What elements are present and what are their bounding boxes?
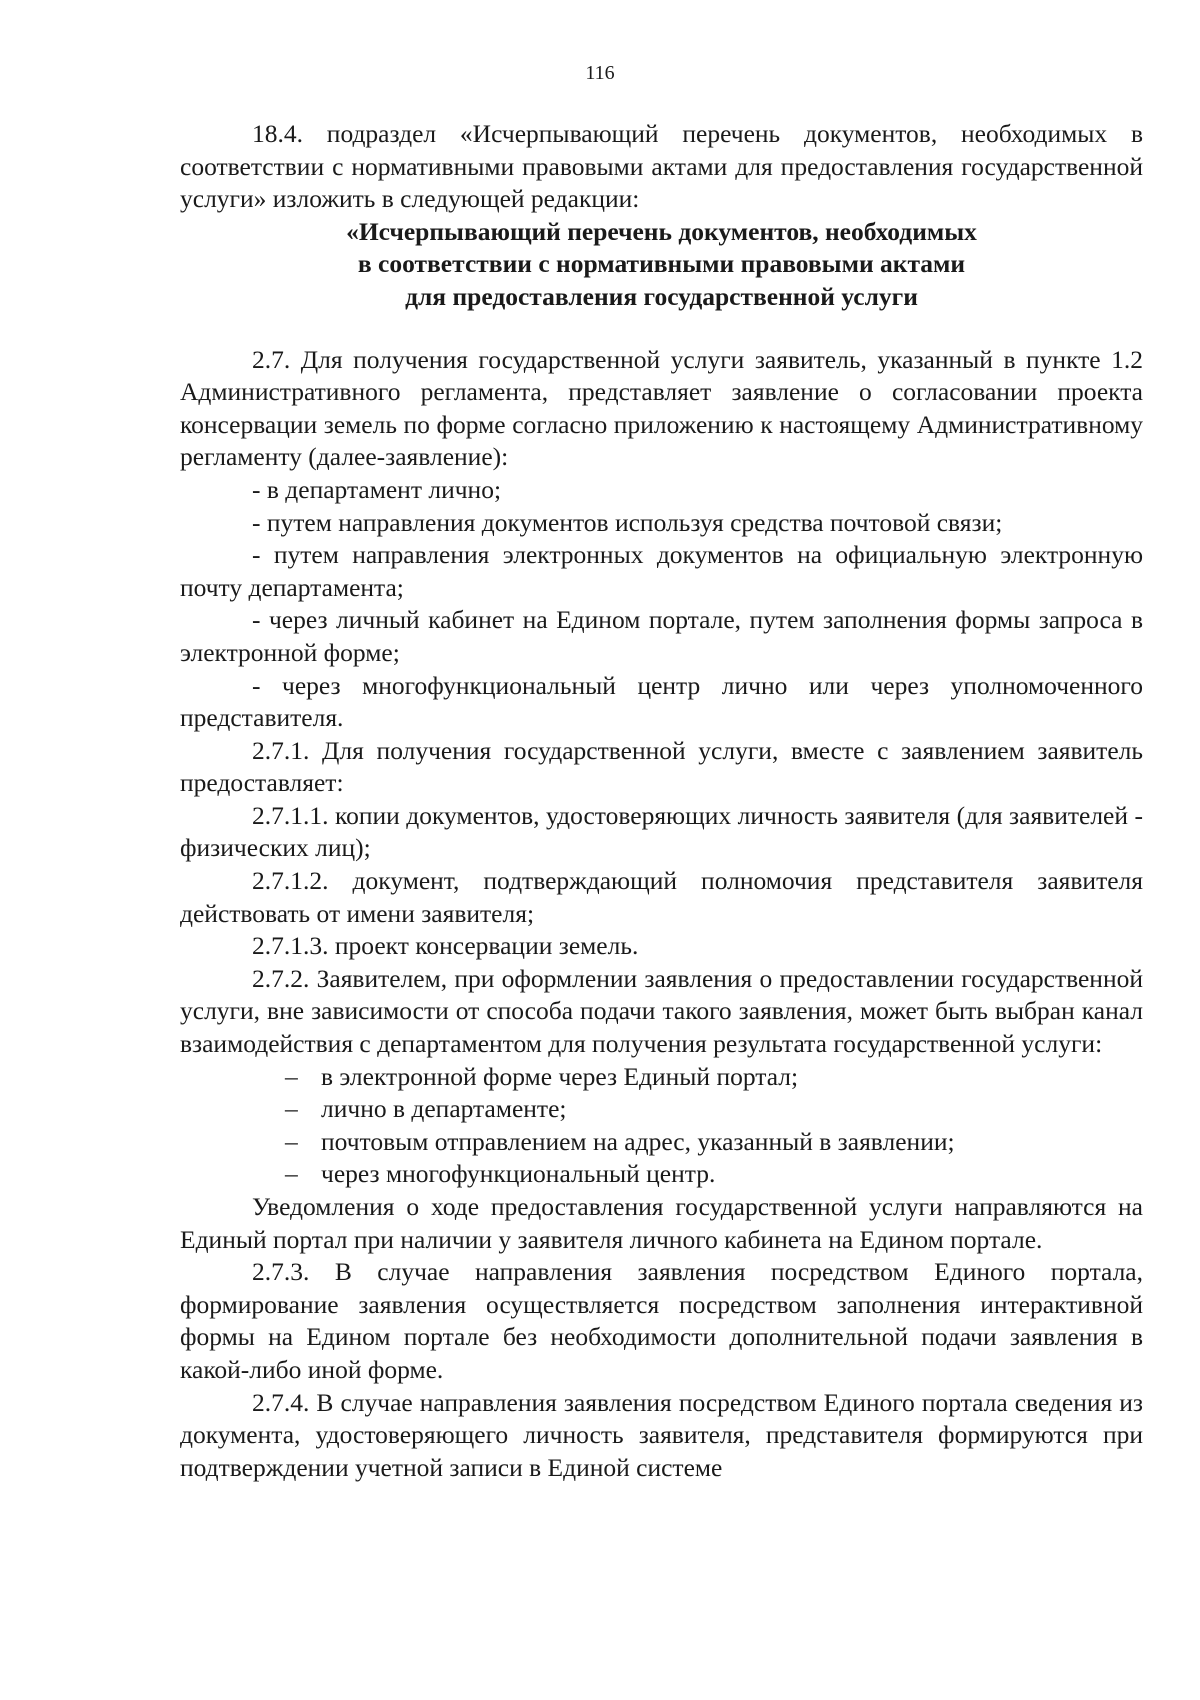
paragraph-2-7-4: 2.7.4. В случае направления заявления посредством Единого портала сведения из документа, удостоверяющего личность заявителя, представителя формируются при подтверждении учетной записи в Единой системе (180, 1387, 1143, 1482)
heading-line-1: «Исчерпывающий перечень документов, необходимых (346, 216, 977, 246)
submission-way-item: - через многофункциональный центр лично или через уполномоченного представителя. (180, 670, 1143, 733)
paragraph-2-7-1-2: 2.7.1.2. документ, подтверждающий полномочия представителя заявителя действовать от имени заявителя; (180, 866, 1143, 928)
paragraph-2-7: 2.7. Для получения государственной услуги заявитель, указанный в пункте 1.2 Административного регламента, представляет заявление о согласовании проекта консервации земель по форме согласно приложению к настоящему Административному регламенту (далее-заявление): (180, 344, 1143, 472)
channel-text: почтовым отправлением на адрес, указанный в заявлении; (321, 1126, 955, 1156)
document-body (180, 118, 1143, 1484)
dash-marker: – (285, 1061, 298, 1091)
page-number: 116 (585, 62, 615, 84)
paragraph-2-7-1: 2.7.1. Для получения государственной услуги, вместе с заявлением заявитель предоставляет: (180, 735, 1143, 798)
section-heading (180, 216, 1143, 314)
paragraph-2-7-1-1: 2.7.1.1. копии документов, удостоверяющих личность заявителя (для заявителей - физических лиц); (180, 800, 1143, 863)
submission-way-item: - путем направления документов используя средства почтовой связи; (252, 507, 1003, 537)
channel-text: через многофункциональный центр. (321, 1159, 716, 1189)
submission-way-item: - через личный кабинет на Едином портале, путем заполнения формы запроса в электронной форме; (180, 605, 1143, 667)
notifications-paragraph: Уведомления о ходе предоставления государственной услуги направляются на Единый портал при наличии у заявителя личного кабинета на Едином портале. (180, 1192, 1143, 1254)
channel-text: лично в департаменте; (321, 1094, 567, 1124)
heading-line-2: в соответствии с нормативными правовыми актами (357, 249, 966, 279)
dash-marker: – (285, 1126, 298, 1156)
paragraph-2-7-2: 2.7.2. Заявителем, при оформлении заявления о предоставлении государственной услуги, вне зависимости от способа подачи такого заявления, может быть выбран канал взаимодействия с департаментом для получения результата государственной услуги: (180, 963, 1143, 1059)
intro-paragraph: 18.4. подраздел «Исчерпывающий перечень документов, необходимых в соответствии с нормативными правовыми актами для предоставления государственной услуги» изложить в следующей редакции: (180, 119, 1143, 214)
spacer (180, 314, 1143, 344)
heading-line-3: для предоставления государственной услуги (405, 281, 918, 311)
paragraph-2-7-1-3: 2.7.1.3. проект консервации земель. (252, 931, 639, 961)
channel-text: в электронной форме через Единый портал; (321, 1061, 799, 1091)
channel-list-item (180, 1093, 1143, 1126)
channel-list-item (180, 1158, 1143, 1191)
paragraph-2-7-3: 2.7.3. В случае направления заявления посредством Единого портала, формирование заявления осуществляется посредством заполнения интерактивной формы на Едином портале без необходимости дополнительной подачи заявления в какой-либо иной форме. (180, 1257, 1143, 1384)
dash-marker: – (285, 1159, 298, 1189)
submission-way-item: - в департамент лично; (252, 474, 502, 504)
dash-marker: – (285, 1094, 298, 1124)
submission-way-item: - путем направления электронных документов на официальную электронную почту департамента; (180, 540, 1143, 602)
channel-list-item (180, 1126, 1143, 1159)
channel-list-item (180, 1061, 1143, 1094)
